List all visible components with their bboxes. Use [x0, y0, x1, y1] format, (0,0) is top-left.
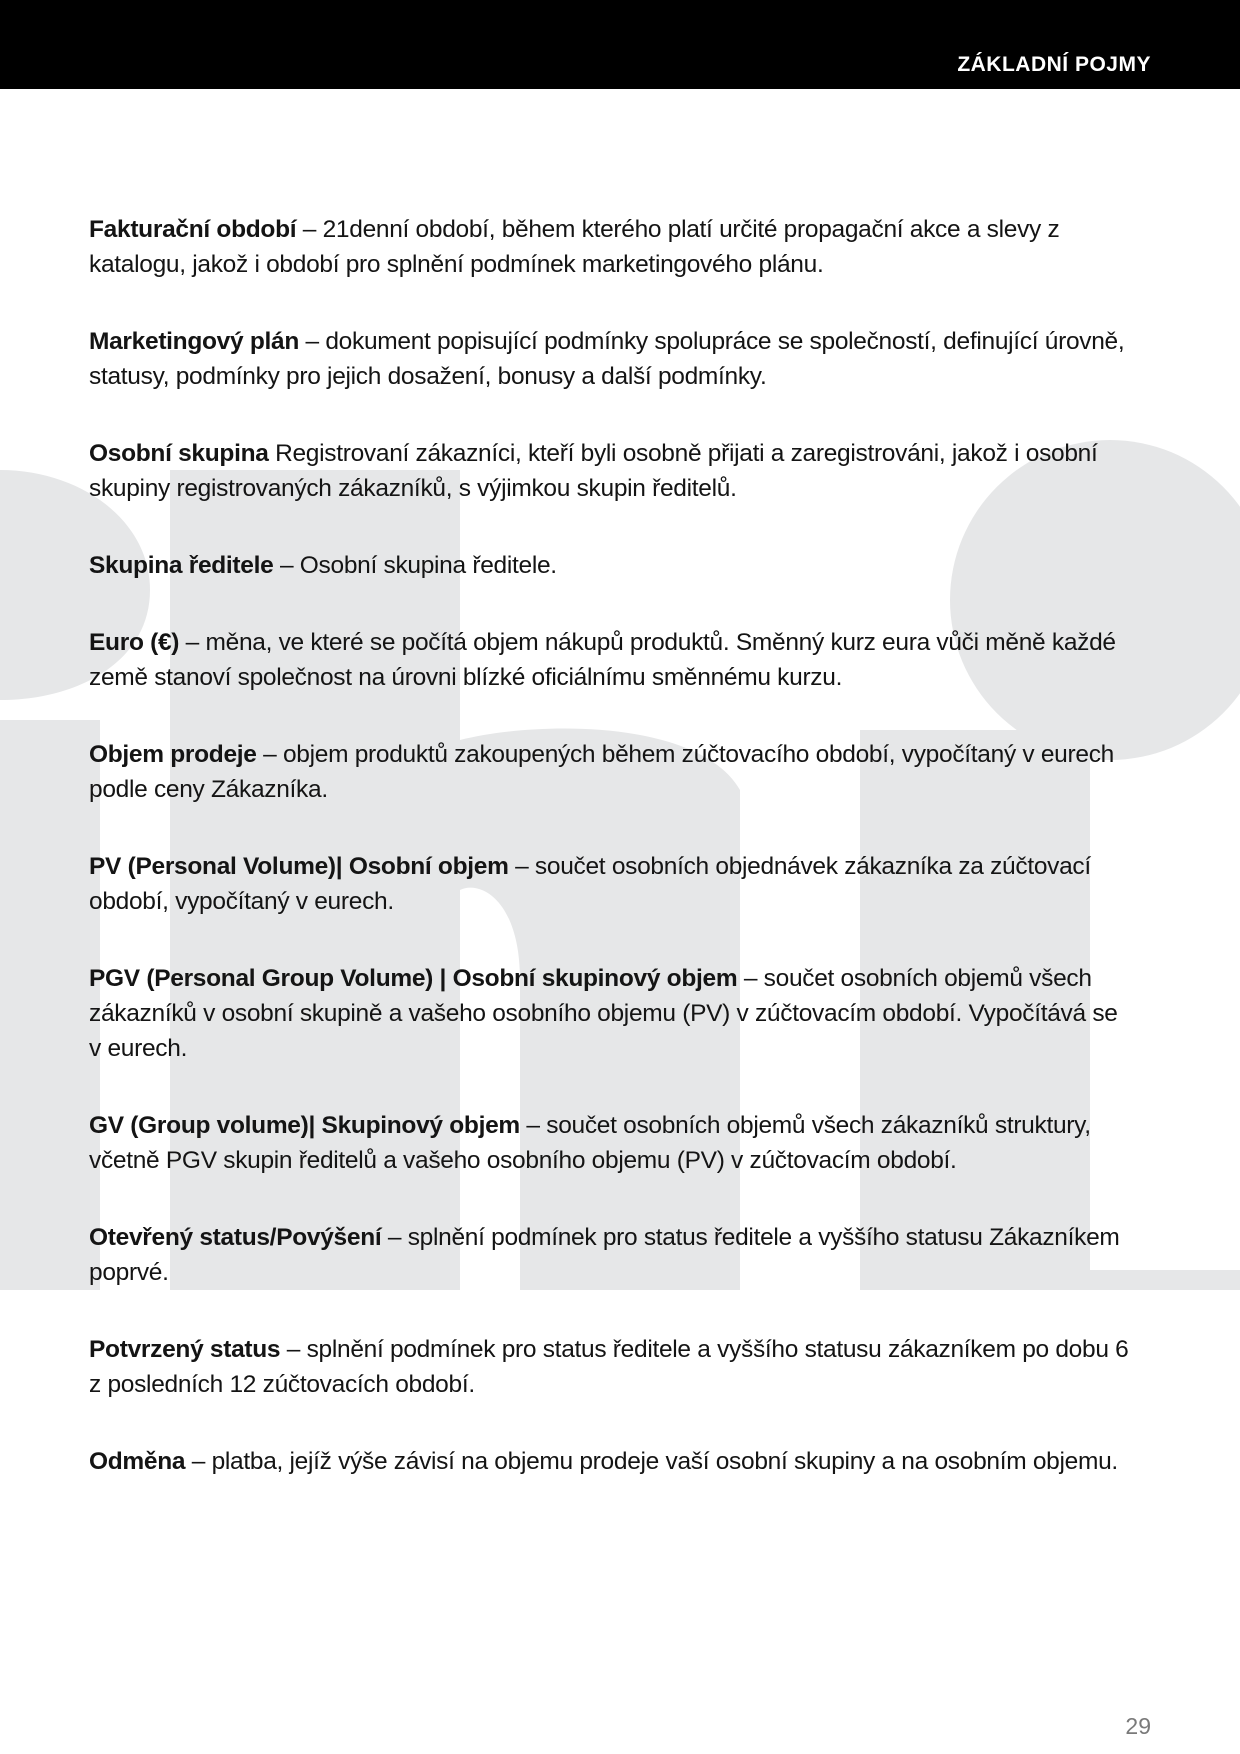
glossary-entry — [89, 1220, 1129, 1290]
glossary-entry — [89, 737, 1129, 807]
glossary-entry — [89, 961, 1129, 1066]
glossary-entry — [89, 324, 1129, 394]
term-definition: – platba, jejíž výše závisí na objemu prodeje vaší osobní skupiny a na osobním objemu. — [185, 1448, 1118, 1475]
term-definition: – objem produktů zakoupených během zúčtovacího období, vypočítaný v eurech podle ceny Zákazníka. — [89, 741, 1114, 803]
term-definition: – součet osobních objemů všech zákazníků v osobní skupině a vašeho osobního objemu (PV) v zúčtovacím období. Vypočítává se v eurech. — [89, 965, 1118, 1062]
term-label: Otevřený status/Povýšení — [89, 1224, 382, 1251]
glossary-entry — [89, 436, 1129, 506]
term-label: GV (Group volume)| Skupinový objem — [89, 1112, 520, 1139]
term-label: Euro (€) — [89, 629, 180, 656]
glossary-entry — [89, 1332, 1129, 1402]
glossary-entry — [89, 212, 1129, 282]
glossary-entry — [89, 625, 1129, 695]
section-title: ZÁKLADNÍ POJMY — [957, 53, 1151, 76]
term-definition: – měna, ve které se počítá objem nákupů produktů. Směnný kurz eura vůči měně každé země stanoví společnost na úrovni blízké oficiálnímu směnnému kurzu. — [89, 629, 1116, 691]
glossary-entry — [89, 849, 1129, 919]
term-label: PGV (Personal Group Volume) | Osobní skupinový objem — [89, 965, 738, 992]
term-definition: – dokument popisující podmínky spolupráce se společností, definující úrovně, statusy, podmínky pro jejich dosažení, bonusy a další podmínky. — [89, 328, 1125, 390]
term-definition: – součet osobních objednávek zákazníka za zúčtovací období, vypočítaný v eurech. — [89, 853, 1091, 915]
term-definition: – součet osobních objemů všech zákazníků struktury, včetně PGV skupin ředitelů a vašeho osobního objemu (PV) v zúčtovacím období. — [89, 1112, 1091, 1174]
glossary-entry — [89, 548, 1129, 583]
page-number: 29 — [1125, 1713, 1151, 1739]
term-definition: – splnění podmínek pro status ředitele a vyššího statusu Zákazníkem poprvé. — [89, 1224, 1120, 1286]
term-label: Objem prodeje — [89, 741, 257, 768]
term-label: Fakturační období — [89, 216, 297, 243]
term-definition: Registrovaní zákazníci, kteří byli osobně přijati a zaregistrováni, jakož i osobní skupiny registrovaných zákazníků, s výjimkou skupin ředitelů. — [89, 440, 1098, 502]
glossary-entry — [89, 1444, 1129, 1479]
term-label: Skupina ředitele — [89, 552, 274, 579]
term-label: Marketingový plán — [89, 328, 300, 355]
term-definition: – Osobní skupina ředitele. — [273, 552, 557, 579]
term-definition: – 21denní období, během kterého platí určité propagační akce a slevy z katalogu, jakož i období pro splnění podmínek marketingového plánu. — [89, 216, 1060, 278]
term-label: Potvrzený status — [89, 1336, 281, 1363]
term-definition: – splnění podmínek pro status ředitele a vyššího statusu zákazníkem po dobu 6 z posledních 12 zúčtovacích období. — [89, 1336, 1129, 1398]
term-label: Odměna — [89, 1448, 186, 1475]
term-label: PV (Personal Volume)| Osobní objem — [89, 853, 509, 880]
term-label: Osobní skupina — [89, 440, 269, 467]
glossary-entry — [89, 1108, 1129, 1178]
glossary-list — [89, 212, 1129, 1521]
